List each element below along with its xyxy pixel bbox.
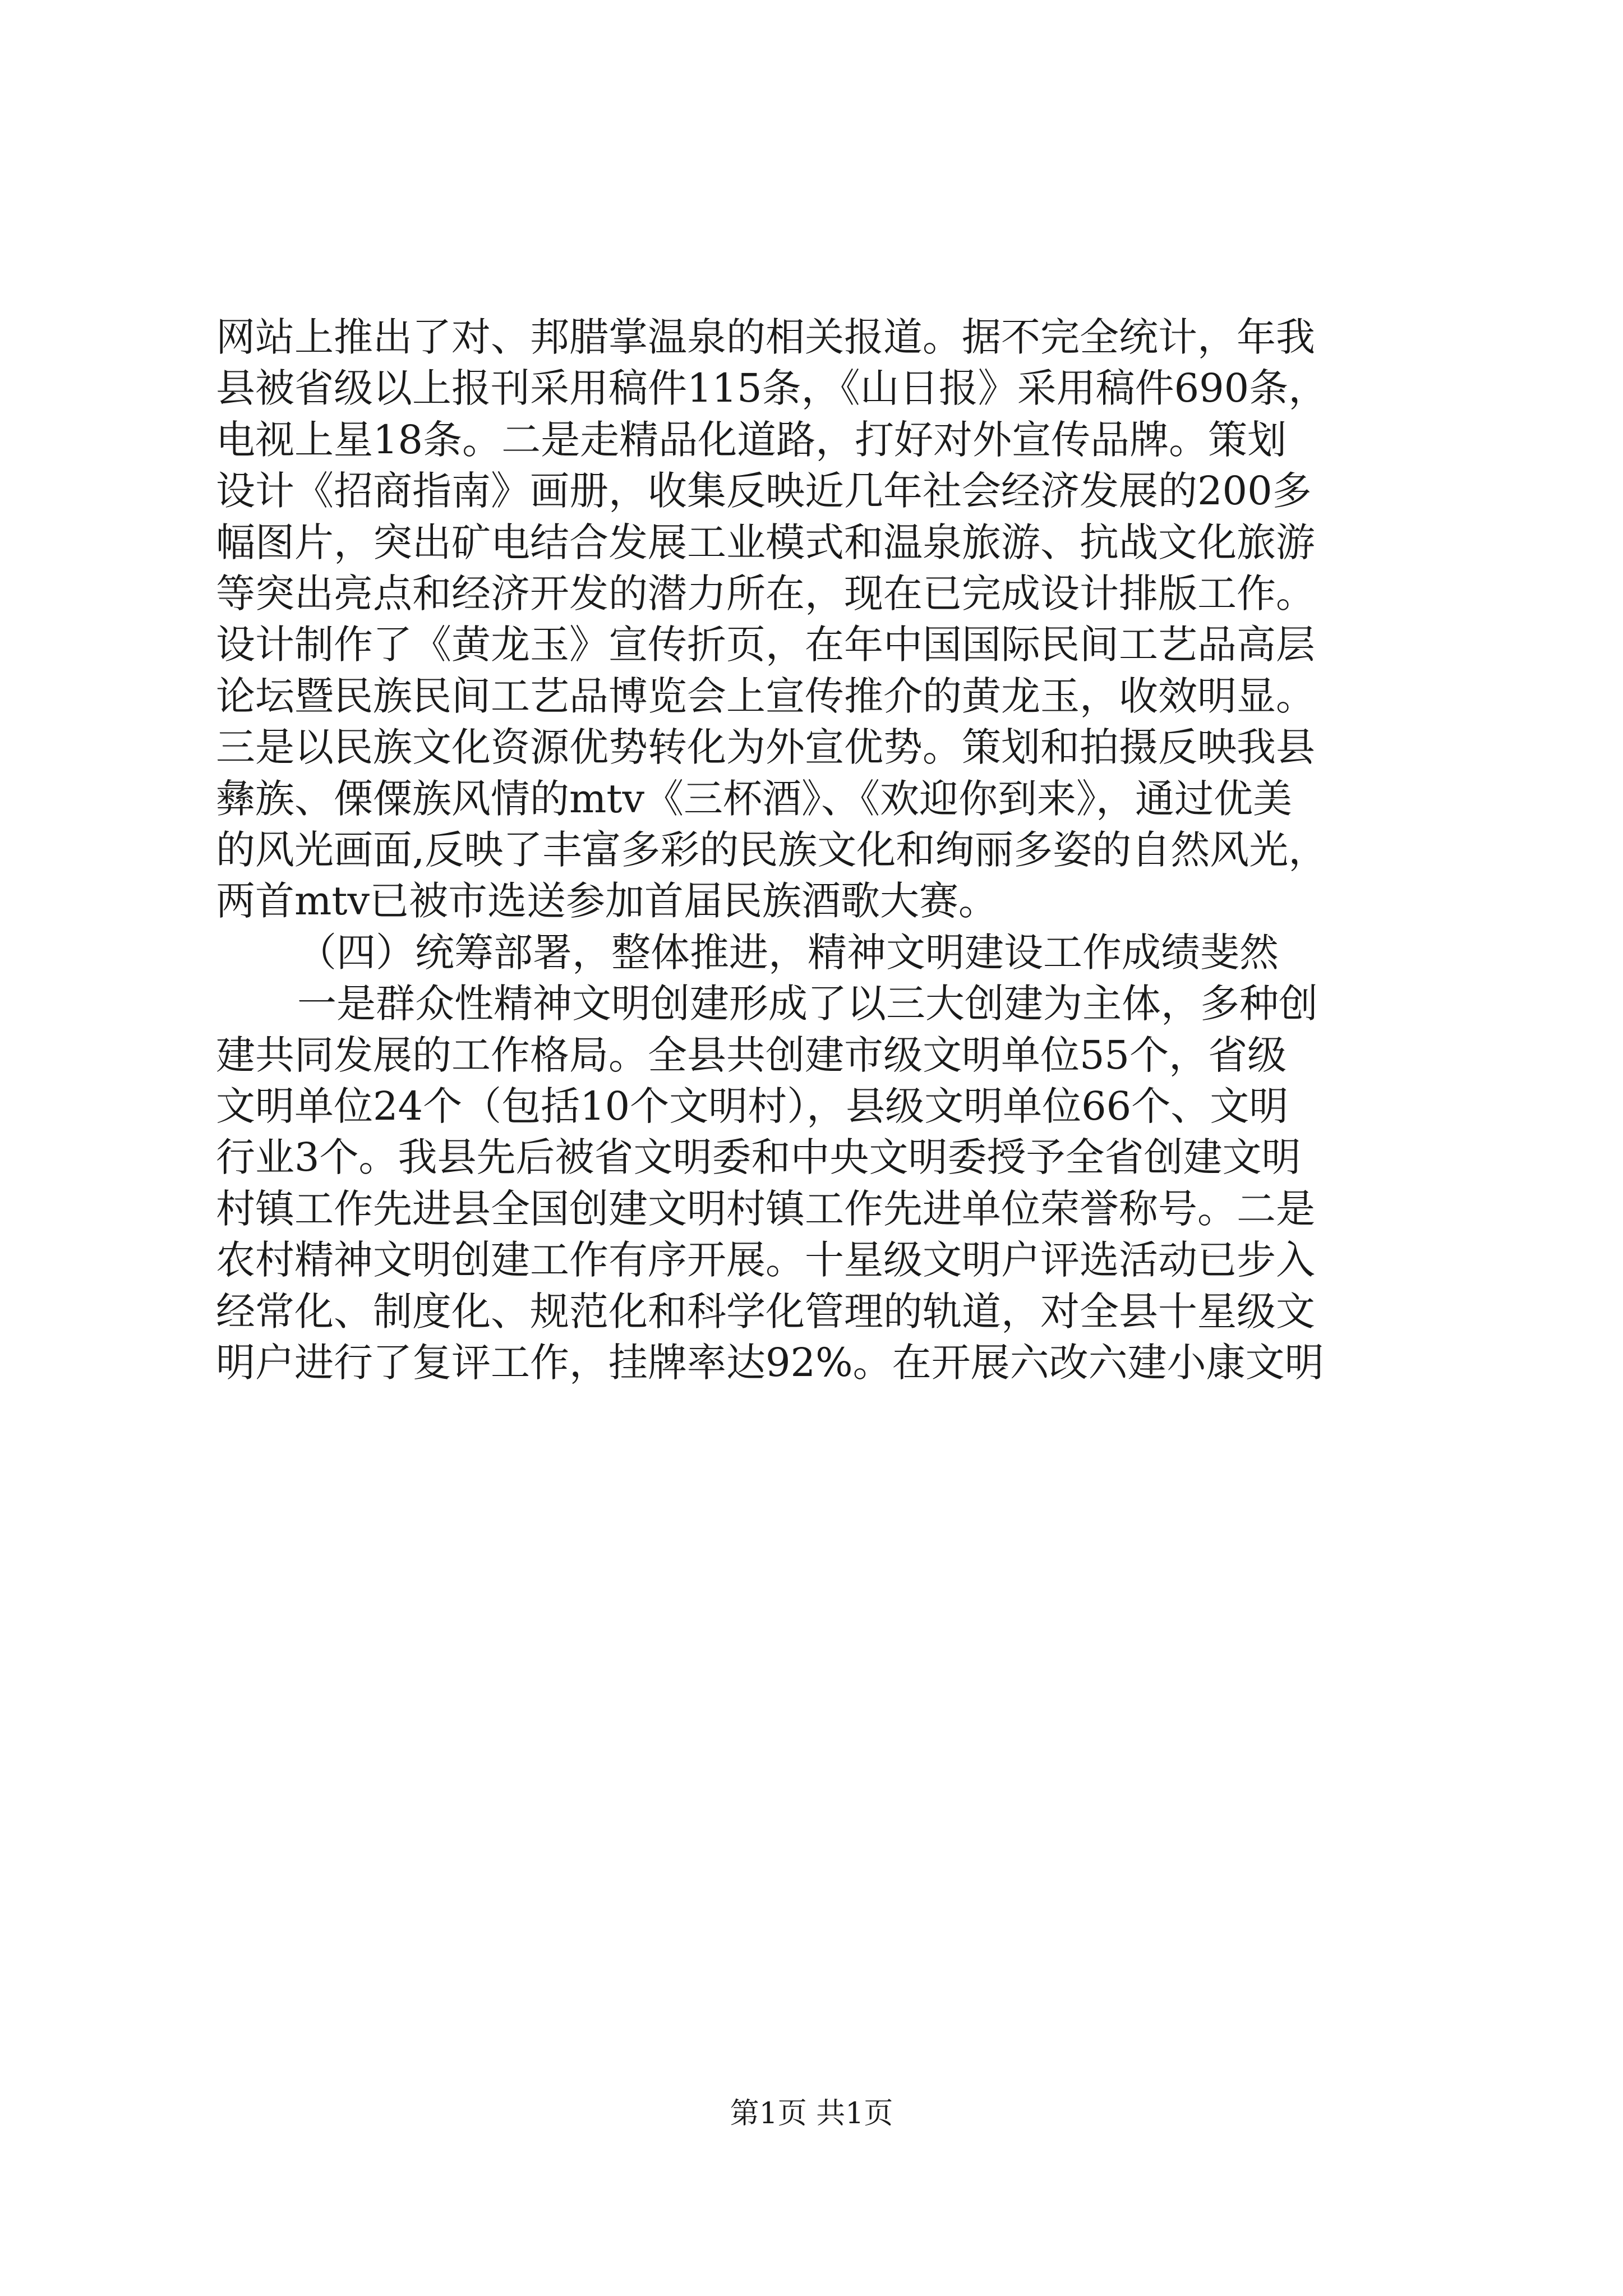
body-line-19: 农村精神文明创建工作有序开展。十星级文明户评选活动已步入 <box>216 1237 1315 1283</box>
body-line-17: 行业3个。我县先后被省文明委和中央文明委授予全省创建文明 <box>216 1134 1301 1180</box>
body-line-12: 两首mtv已被市选送参加首届民族酒歌大赛。 <box>216 878 998 924</box>
body-line-4: 设计《招商指南》画册，收集反映近几年社会经济发展的200多 <box>216 468 1312 514</box>
body-line-16: 文明单位24个（包括10个文明村），县级文明单位66个、文明 <box>216 1083 1289 1129</box>
body-line-14: 一是群众性精神文明创建形成了以三大创建为主体，多种创 <box>297 981 1318 1027</box>
body-line-21: 明户进行了复评工作，挂牌率达92%。在开展六改六建小康文明 <box>216 1340 1324 1386</box>
body-line-18: 村镇工作先进县全国创建文明村镇工作先进单位荣誉称号。二是 <box>216 1186 1315 1232</box>
body-line-15: 建共同发展的工作格局。全县共创建市级文明单位55个，省级 <box>216 1032 1287 1078</box>
page-footer: 第1页 共1页 <box>730 2097 893 2131</box>
body-line-2: 县被省级以上报刊采用稿件115条，《山日报》采用稿件690条， <box>216 365 1328 411</box>
body-line-20: 经常化、制度化、规范化和科学化管理的轨道，对全县十星级文 <box>216 1289 1315 1335</box>
body-line-10: 彝族、傈僳族风情的mtv《三杯酒》、《欢迎你到来》，通过优美 <box>216 776 1293 822</box>
body-line-8: 论坛暨民族民间工艺品博览会上宣传推介的黄龙玉，收效明显。 <box>216 673 1315 719</box>
body-line-1: 网站上推出了对、邦腊掌温泉的相关报道。据不完全统计，年我 <box>216 314 1315 360</box>
body-line-3: 电视上星18条。二是走精品化道路，打好对外宣传品牌。策划 <box>216 417 1287 463</box>
body-line-11: 的风光画面,反映了丰富多彩的民族文化和绚丽多姿的自然风光， <box>216 827 1328 873</box>
body-line-5: 幅图片，突出矿电结合发展工业模式和温泉旅游、抗战文化旅游 <box>216 519 1315 565</box>
body-line-6: 等突出亮点和经济开发的潜力所在，现在已完成设计排版工作。 <box>216 570 1315 616</box>
body-line-7: 设计制作了《黄龙玉》宣传折页，在年中国国际民间工艺品高层 <box>216 622 1315 668</box>
section-heading: （四）统筹部署，整体推进，精神文明建设工作成绩斐然 <box>297 930 1279 976</box>
body-line-9: 三是以民族文化资源优势转化为外宣优势。策划和拍摄反映我县 <box>216 724 1315 770</box>
